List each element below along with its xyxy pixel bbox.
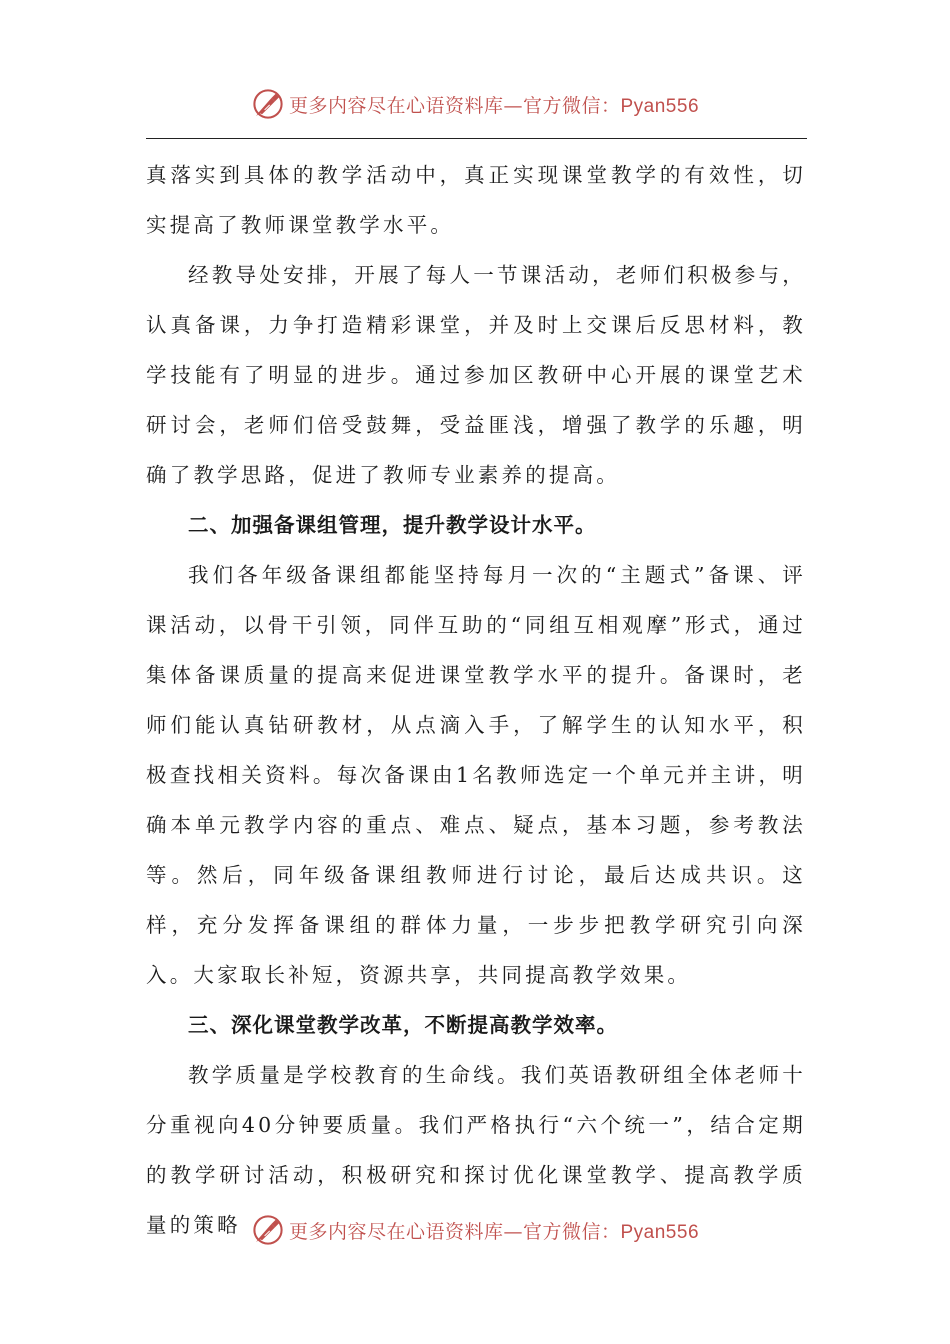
- header-banner: [0, 84, 950, 124]
- header-banner-text: [289, 91, 699, 118]
- footer-banner-text: [289, 1217, 699, 1244]
- header-banner-label: 更多内容尽在心语资料库—官方微信：: [288, 94, 621, 117]
- pen-nib-logo-icon: [251, 87, 285, 121]
- paragraph-1: 真落实到具体的教学活动中，真正实现课堂教学的有效性，切实提高了教师课堂教学水平。: [146, 163, 806, 237]
- pen-nib-logo-icon: [251, 1213, 285, 1247]
- section-heading-2: 二、加强备课组管理，提升教学设计水平。: [188, 513, 597, 537]
- header-wechat-id: Pyan556: [620, 95, 700, 117]
- footer-wechat-id: Pyan556: [620, 1221, 700, 1243]
- paragraph-3: 我们各年级备课组都能坚持每月一次的“主题式”备课、评课活动，以骨干引领，同伴互助的“同组互相观摩”形式，通过集体备课质量的提高来促进课堂教学水平的提升。备课时，老师们能认真钻研教材，从点滴入手，了解学生的认知水平，积极查找相关资料。每次备课由1名教师选定一个单元并主讲，明确本单元教学内容的重点、难点、疑点，基本习题，参考教法等。然后，同年级备课组教师进行讨论，最后达成共识。这样，充分发挥备课组的群体力量，一步步把教学研究引向深入。大家取长补短，资源共享，共同提高教学效果。: [146, 563, 806, 987]
- paragraph-4: 教学质量是学校教育的生命线。我们英语教研组全体老师十分重视向40分钟要质量。我们严格执行“六个统一”，结合定期的教学研讨活动，积极研究和探讨优化课堂教学、提高教学质量的策略: [146, 1063, 806, 1237]
- footer-banner-label: 更多内容尽在心语资料库—官方微信：: [288, 1220, 621, 1243]
- header-divider: [146, 138, 807, 139]
- footer-banner: [0, 1210, 950, 1250]
- paragraph-2: 经教导处安排，开展了每人一节课活动，老师们积极参与，认真备课，力争打造精彩课堂，并及时上交课后反思材料，教学技能有了明显的进步。通过参加区教研中心开展的课堂艺术研讨会，老师们倍受鼓舞，受益匪浅，增强了教学的乐趣，明确了教学思路，促进了教师专业素养的提高。: [146, 263, 806, 487]
- document-body: [146, 150, 806, 1250]
- section-heading-3: 三、深化课堂教学改革，不断提高教学效率。: [188, 1013, 618, 1037]
